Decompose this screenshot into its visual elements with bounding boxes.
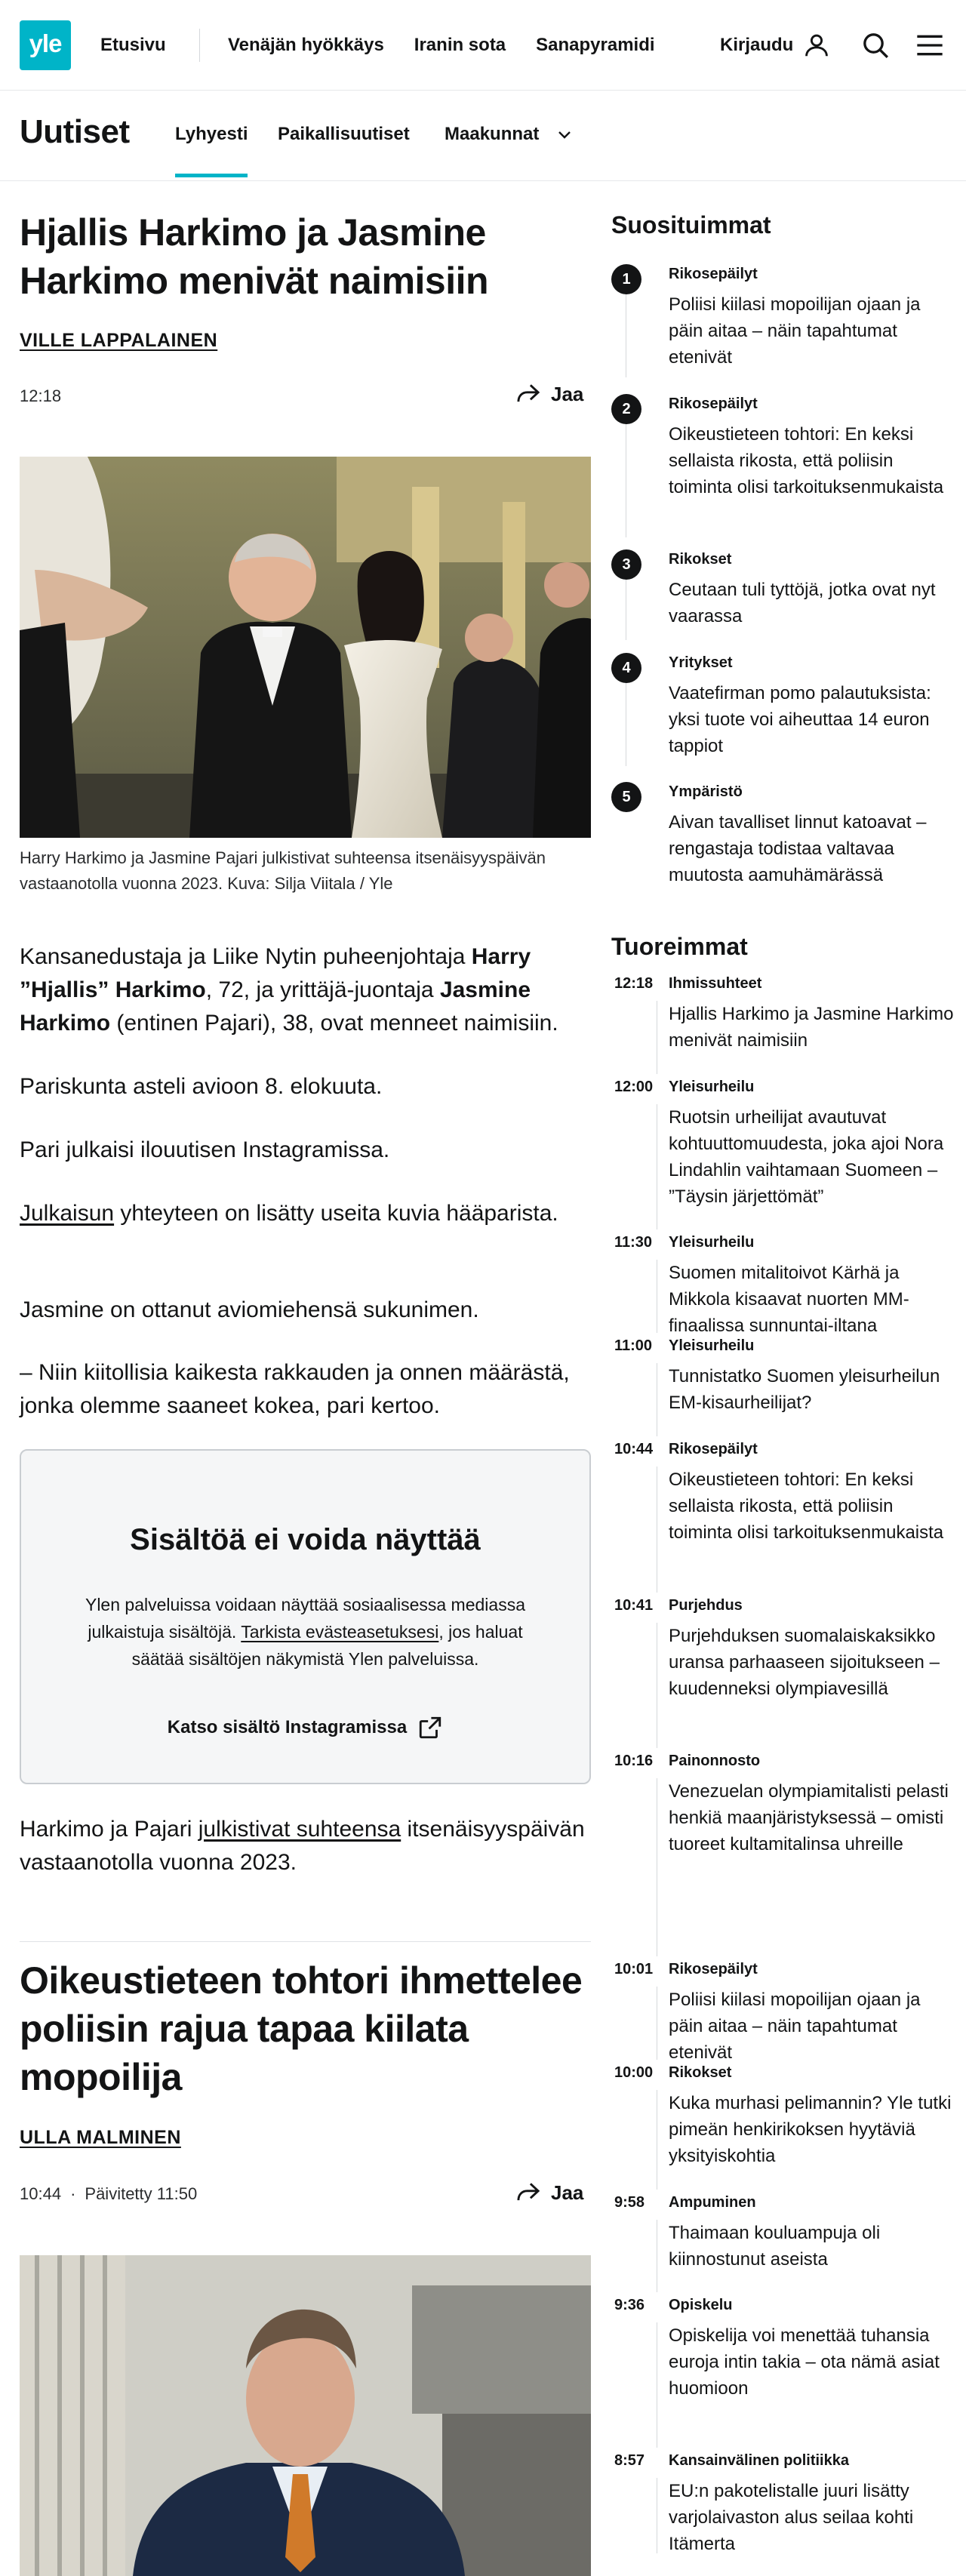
section-nav [0,91,966,181]
popular-item[interactable] [611,549,951,663]
chevron-down-icon[interactable] [555,125,574,143]
share-label: Jaa [551,2181,584,2204]
article-author[interactable]: VILLE LAPPALAINEN [20,330,218,351]
julkistivat-suhteensa-link[interactable]: julkistivat suhteensa [198,1817,401,1842]
article-time: 10:44 [20,2184,62,2203]
latest-item[interactable] [611,1439,951,1596]
latest-title: Thaimaan kouluampuja oli kiinnostunut aseista [669,2223,881,2270]
popular-category: Rikosepäilyt [669,266,758,282]
view-on-instagram-link[interactable] [21,1715,589,1740]
popular-rank: 2 [611,394,641,424]
popular-rank: 1 [611,264,641,294]
latest-category: Ampuminen [669,2194,756,2211]
photo-wedding-couple [20,457,591,838]
popular-item[interactable] [611,394,951,507]
meta-separator: · [70,2184,76,2203]
latest-category: Rikokset [669,2064,732,2081]
popular-item[interactable] [611,264,951,377]
latest-title: Venezuelan olympiamitalisti pelasti henkiä maanjäristyksessä – omisti tuoreet kultamitalinsa uhreille [669,1781,949,1854]
cookie-settings-link[interactable]: Tarkista evästeasetuksesi [241,1622,439,1642]
latest-time: 11:00 [614,1337,653,1354]
nav-link-sanapyramidi[interactable]: Sanapyramidi [536,35,655,55]
article-photo [20,2255,591,2576]
latest-category: Purjehdus [669,1597,743,1614]
latest-title: Poliisi kiilasi mopoilijan ojaan ja päin aitaa – näin tapahtumat etenivät [669,1990,921,2063]
latest-time: 10:16 [614,1753,654,1769]
latest-title: Hjallis Harkimo ja Jasmine Harkimo menivät naimisiin [669,1004,954,1051]
tab-maakunnat[interactable]: Maakunnat [445,124,540,144]
login-button[interactable] [720,0,831,91]
popular-rank: 3 [611,549,641,580]
latest-category: Ihmissuhteet [669,975,762,992]
popular-title: Aivan tavalliset linnut katoavat – rengastaja todistaa valtavaa muutosta aamuhämärässä [669,812,927,885]
section-title[interactable]: Uutiset [20,113,130,150]
latest-title: Oikeustieteen tohtori: En keksi sellaista rikosta, että poliisin toiminta olisi tarkoituksenmukaista [669,1470,944,1543]
popular-heading: Suosituimmat [611,211,771,239]
latest-category: Painonnosto [669,1753,761,1769]
embed-title: Sisältöä ei voida näyttää [130,1523,481,1556]
latest-category: Opiskelu [669,2297,733,2313]
latest-time: 9:36 [614,2297,645,2313]
latest-item[interactable] [611,1596,951,1751]
paragraph-1: Kansanedustaja ja Liike Nytin puheenjohtaja Harry ”Hjallis” Harkimo, 72, ja yrittäjä-juontaja Jasmine Harkimo (entinen Pajari), 38, ovat menneet naimisiin. [20,944,558,1036]
paragraph-7: Harkimo ja Pajari julkistivat suhteensa itsenäisyyspäivän vastaanotolla vuonna 2023. [20,1817,585,1875]
popular-title: Poliisi kiilasi mopoilijan ojaan ja päin aitaa – näin tapahtumat etenivät [669,294,921,368]
latest-heading: Tuoreimmat [611,933,748,960]
popular-rank: 4 [611,653,641,683]
nav-link-iranin-sota[interactable]: Iranin sota [414,35,506,55]
nav-link-venajan-hyokkays[interactable]: Venäjän hyökkäys [228,35,384,55]
latest-category: Rikosepäilyt [669,1961,758,1977]
latest-category: Yleisurheilu [669,1079,755,1095]
latest-item[interactable] [611,1336,951,1439]
latest-time: 10:41 [614,1597,654,1614]
nav-divider [199,29,200,62]
latest-time: 10:01 [614,1961,654,1977]
latest-category: Kansainvälinen politiikka [669,2452,849,2469]
latest-time: 12:00 [614,1079,654,1095]
yle-logo[interactable]: yle [20,20,71,70]
latest-title: Kuka murhasi pelimannin? Yle tutki pimeän henkirikoksen hyytäviä yksityiskohtia [669,2093,952,2166]
article-divider [20,1941,591,1942]
view-on-instagram-label: Katso sisältö Instagramissa [167,1717,408,1737]
article-title[interactable]: Hjallis Harkimo ja Jasmine Harkimo menivät naimisiin [20,211,489,302]
popular-item[interactable] [611,653,951,766]
photo-caption: Harry Harkimo ja Jasmine Pajari julkistivat suhteensa itsenäisyyspäivän vastaanotolla vuonna 2023. Kuva: Silja Viitala / Yle [20,848,546,893]
latest-item[interactable] [611,2451,951,2556]
share-label: Jaa [551,382,584,405]
latest-category: Rikosepäilyt [669,1441,758,1457]
login-label: Kirjaudu [720,35,794,55]
popular-category: Ympäristö [669,783,743,800]
popular-title: Vaatefirman pomo palautuksista: yksi tuote voi aiheuttaa 14 euron tappiot [669,683,931,756]
share-icon [515,382,542,406]
popular-rank: 5 [611,782,641,812]
paragraph-2: Pariskunta asteli avioon 8. elokuuta. [20,1074,383,1099]
paragraph-6: – Niin kiitollisia kaikesta rakkauden ja onnen määrästä, jonka olemme saaneet kokea, pari kertoo. [20,1360,570,1418]
latest-time: 10:00 [614,2064,654,2081]
popular-title: Ceutaan tuli tyttöjä, jotka ovat nyt vaarassa [669,580,936,626]
popular-category: Rikosepäilyt [669,395,758,412]
instagram-embed-placeholder [20,1449,591,1784]
menu-icon[interactable] [915,30,945,60]
latest-category: Yleisurheilu [669,1234,755,1251]
tab-lyhyesti[interactable]: Lyhyesti [175,124,248,144]
latest-item[interactable] [611,2063,951,2193]
article-author[interactable]: ULLA MALMINEN [20,2127,181,2148]
julkaisun-link[interactable]: Julkaisun [20,1201,115,1226]
latest-time: 11:30 [614,1234,653,1251]
latest-item[interactable] [611,2295,951,2451]
article-updated: Päivitetty 11:50 [85,2184,198,2203]
article-photo [20,457,591,838]
article-title[interactable]: Oikeustieteen tohtori ihmettelee poliisin rajua tapaa kiilata mopoilija [20,1959,583,2098]
latest-title: Tunnistatko Suomen yleisurheilun EM-kisaurheilijat? [669,1366,940,1413]
search-icon[interactable] [860,30,891,60]
latest-item[interactable] [611,974,954,1077]
nav-link-home[interactable]: Etusivu [100,35,166,55]
external-link-icon [417,1715,443,1740]
paragraph-5: Jasmine on ottanut aviomiehensä sukunimen. [20,1297,479,1322]
site-header [0,0,966,91]
paragraph-3: Pari julkaisi ilouutisen Instagramissa. [20,1137,390,1162]
tab-paikallisuutiset[interactable]: Paikallisuutiset [278,124,410,144]
latest-time: 10:44 [614,1441,654,1457]
embed-text: Ylen palveluissa voidaan näyttää sosiaalisessa mediassa julkaistuja sisältöjä. Tarkista evästeasetuksesi, jos haluat säätää sisältöjen näkymistä Ylen palveluissa. [85,1595,525,1669]
share-button[interactable] [515,2181,583,2205]
latest-title: Purjehduksen suomalaiskaksikko uransa parhaaseen sijoitukseen – kuudenneksi olympiavesillä [669,1626,940,1699]
latest-item[interactable] [611,1233,951,1336]
latest-item[interactable] [611,1959,951,2063]
article-meta [20,2184,591,2204]
latest-time: 9:58 [614,2194,645,2211]
latest-title: Ruotsin urheilijat avautuvat kohtuuttomuudesta, joka ajoi Nora Lindahlin vaihtamaan Suomeen – ”Täysin järjettömät” [669,1107,944,1207]
latest-title: Opiskelija voi menettää tuhansia euroja intin takia – ota nämä asiat huomioon [669,2325,940,2399]
latest-category: Yleisurheilu [669,1337,755,1354]
main-nav [228,0,655,91]
popular-item[interactable] [611,782,951,895]
paragraph-4: Julkaisun yhteyteen on lisätty useita kuvia hääparista. [20,1201,558,1226]
user-icon [802,31,831,60]
share-button[interactable] [515,382,583,406]
photo-man-in-suit [20,2255,591,2576]
article-time: 12:18 [20,386,62,405]
latest-item[interactable] [611,2193,951,2295]
latest-item[interactable] [611,1751,951,1959]
popular-title: Oikeustieteen tohtori: En keksi sellaista rikosta, että poliisin toiminta olisi tarkoituksenmukaista [669,424,944,497]
share-icon [515,2181,542,2205]
latest-time: 12:18 [614,975,654,992]
latest-item[interactable] [611,1077,951,1233]
popular-category: Yritykset [669,654,733,671]
home-nav [100,0,166,91]
popular-category: Rikokset [669,551,732,568]
latest-time: 8:57 [614,2452,645,2469]
latest-title: Suomen mitalitoivot Kärhä ja Mikkola kisaavat nuorten MM-finaalissa sunnuntai-iltana [669,1263,909,1336]
latest-title: EU:n pakotelistalle juuri lisätty varjolaivaston alus seilaa kohti Itämerta [669,2481,914,2554]
